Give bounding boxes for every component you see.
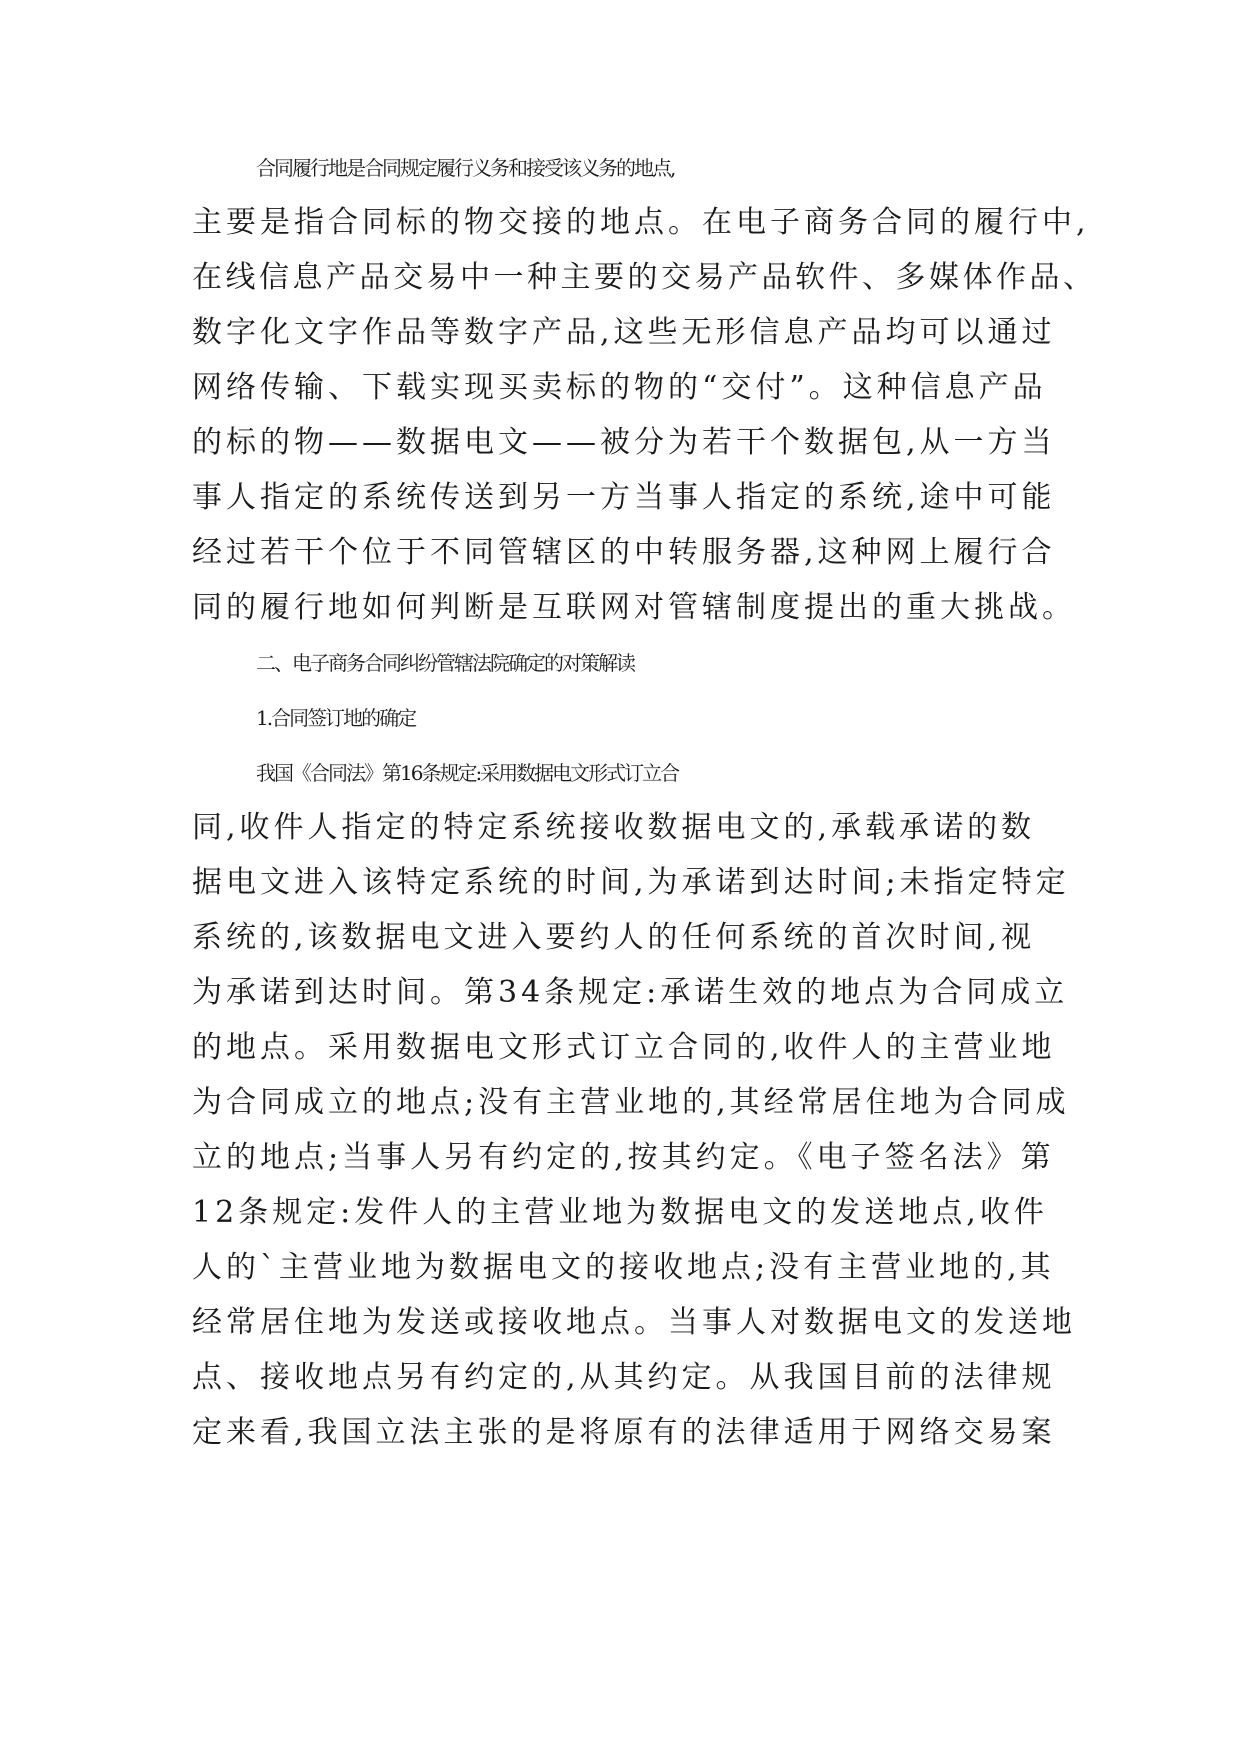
paragraph-line: 经过若干个位于不同管辖区的中转服务器,这种网上履行合 — [192, 535, 1056, 570]
paragraph-line: 网络传输、下载实现买卖标的物的“交付”。这种信息产品 — [192, 370, 1047, 405]
paragraph-line: 经常居住地为发送或接收地点。当事人对数据电文的发送地 — [192, 1305, 1076, 1340]
paragraph-line: 为合同成立的地点;没有主营业地的,其经常居住地为合同成 — [192, 1085, 1070, 1120]
paragraph-line: 在线信息产品交易中一种主要的交易产品软件、多媒体作品、 — [192, 260, 1097, 295]
paragraph-line: 数字化文字作品等数字产品,这些无形信息产品均可以通过 — [192, 315, 1056, 350]
paragraph-line: 为承诺到达时间。第34条规定:承诺生效的地点为合同成立 — [192, 975, 1069, 1010]
section-heading: 二、电子商务合同纠纷管辖法院确定的对策解读 — [256, 651, 634, 675]
paragraph-line: 据电文进入该特定系统的时间,为承诺到达时间;未指定特定 — [192, 865, 1070, 900]
paragraph-line: 人的`主营业地为数据电文的接收地点;没有主营业地的,其 — [192, 1250, 1055, 1285]
paragraph-line: 我国《合同法》第16条规定:采用数据电文形式订立合 — [256, 761, 679, 785]
paragraph-line: 合同履行地是合同规定履行义务和接受该义务的地点, — [256, 156, 675, 180]
paragraph-line: 12条规定:发件人的主营业地为数据电文的发送地点,收件 — [192, 1195, 1048, 1230]
paragraph-line: 同的履行地如何判断是互联网对管辖制度提出的重大挑战。 — [192, 590, 1076, 625]
paragraph-line: 事人指定的系统传送到另一方当事人指定的系统,途中可能 — [192, 480, 1056, 515]
paragraph-line: 定来看,我国立法主张的是将原有的法律适用于网络交易案 — [192, 1415, 1056, 1450]
paragraph-line: 立的地点;当事人另有约定的,按其约定。《电子签名法》第 — [192, 1140, 1055, 1175]
paragraph-line: 同,收件人指定的特定系统接收数据电文的,承载承诺的数 — [192, 810, 1036, 845]
paragraph-line: 的地点。采用数据电文形式订立合同的,收件人的主营业地 — [192, 1030, 1056, 1065]
paragraph-line: 的标的物——数据电文——被分为若干个数据包,从一方当 — [192, 425, 1056, 460]
paragraph-line: 系统的,该数据电文进入要约人的任何系统的首次时间,视 — [192, 920, 1036, 955]
paragraph-line: 点、接收地点另有约定的,从其约定。从我国目前的法律规 — [192, 1360, 1056, 1395]
subsection-heading: 1.合同签订地的确定 — [256, 706, 416, 730]
paragraph-line: 主要是指合同标的物交接的地点。在电子商务合同的履行中, — [192, 205, 1090, 240]
